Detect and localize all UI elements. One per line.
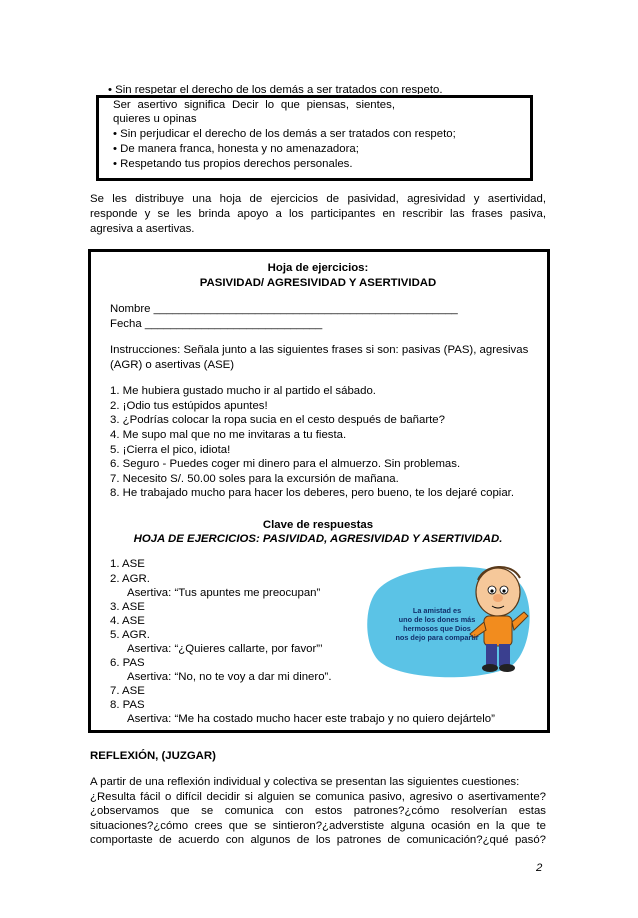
exercise-item-2: 2. ¡Odio tus estúpidos apuntes! <box>110 400 268 412</box>
name-field: Nombre ________________________________________________ <box>110 303 458 315</box>
answer-8-assertive: Asertiva: “Me ha costado mucho hacer este trabajo y no quiero dejártelo” <box>127 713 495 725</box>
illustration-message: La amistad es uno de los dones más hermosos que Dios nos dejo para compartir <box>395 606 479 642</box>
exercise-item-5: 5. ¡Cierra el pico, idiota! <box>110 444 231 456</box>
exercise-item-7: 7. Necesito S/. 50.00 soles para la excursión de mañana. <box>110 473 399 485</box>
instructions-line-1: Instrucciones: Señala junto a las siguientes frases si son: pasivas (PAS), agresivas <box>110 344 529 356</box>
worksheet-subtitle: PASIVIDAD/ AGRESIVIDAD Y ASERTIVIDAD <box>199 277 437 289</box>
answer-4: 4. ASE <box>110 615 145 627</box>
answer-1: 1. ASE <box>110 558 145 570</box>
reflection-heading: REFLEXIÓN, (JUZGAR) <box>90 750 216 762</box>
exercise-item-6: 6. Seguro - Puedes coger mi dinero para el almuerzo. Sin problemas. <box>110 458 461 470</box>
instructions-line-2: (AGR) o asertivas (ASE) <box>110 359 235 371</box>
intro-line-2: responde y se les brinda apoyo a los participantes en rescribir las frases pasiva, <box>90 208 546 220</box>
intro-line-1: Se les distribuye una hoja de ejercicios de pasividad, agresividad y asertividad, <box>90 193 546 205</box>
definition-bullet-3: • Respetando tus propios derechos personales. <box>113 158 353 170</box>
definition-line-1: Ser asertivo significa Decir lo que piensas, sientes, <box>113 99 395 111</box>
answer-3: 3. ASE <box>110 601 145 613</box>
exercise-item-4: 4. Me supo mal que no me invitaras a tu fiesta. <box>110 429 347 441</box>
intro-line-3: agresiva a asertivas. <box>90 223 195 235</box>
reflection-line-1: A partir de una reflexión individual y colectiva se presentan las siguientes cuestiones: <box>90 776 520 788</box>
friendship-illustration <box>366 560 536 680</box>
answer-5: 5. AGR. <box>110 629 150 641</box>
answer-8: 8. PAS <box>110 699 145 711</box>
page-number: 2 <box>536 862 543 874</box>
date-field: Fecha ____________________________ <box>110 318 323 330</box>
reflection-line-5: comportaste de acuerdo con algunos de los patrones de comunicación?¿qué pasó? <box>90 834 546 846</box>
definition-bullet-2: • De manera franca, honesta y no amenazadora; <box>113 143 359 155</box>
answer-6-assertive: Asertiva: “No, no te voy a dar mi dinero”. <box>127 671 332 683</box>
answer-5-assertive: Asertiva: “¿Quieres callarte, por favor”’ <box>127 643 323 655</box>
answers-subtitle: HOJA DE EJERCICIOS: PASIVIDAD, AGRESIVIDAD Y ASERTIVIDAD. <box>133 533 503 545</box>
answer-7: 7. ASE <box>110 685 145 697</box>
definition-line-2: quieres u opinas <box>113 113 197 125</box>
reflection-line-4: situaciones?¿cómo crees que se sintieron?¿adverstiste alguna ocasión en la que te <box>90 820 546 832</box>
answers-title: Clave de respuestas <box>262 519 374 531</box>
reflection-line-3: ¿observamos que se comunica con estos patrones?¿cómo resolverían estas <box>90 805 546 817</box>
exercise-item-1: 1. Me hubiera gustado mucho ir al partido el sábado. <box>110 385 376 397</box>
exercise-item-3: 3. ¿Podrías colocar la ropa sucia en el cesto después de bañarte? <box>110 414 445 426</box>
answer-2: 2. AGR. <box>110 573 150 585</box>
worksheet-title: Hoja de ejercicios: <box>267 262 369 274</box>
clipped-bullet-line: • Sin respetar el derecho de los demás a ser tratados con respeto. <box>108 84 443 94</box>
answer-2-assertive: Asertiva: “Tus apuntes me preocupan” <box>127 587 321 599</box>
definition-bullet-1: • Sin perjudicar el derecho de los demás a ser tratados con respeto; <box>113 128 456 140</box>
exercise-item-8: 8. He trabajado mucho para hacer los deberes, pero bueno, te los dejaré copiar. <box>110 487 514 499</box>
reflection-line-2: ¿Resulta fácil o difícil decidir si alguien se comunica pasivo, agresivo o asertivamente? <box>90 791 546 803</box>
answer-6: 6. PAS <box>110 657 145 669</box>
